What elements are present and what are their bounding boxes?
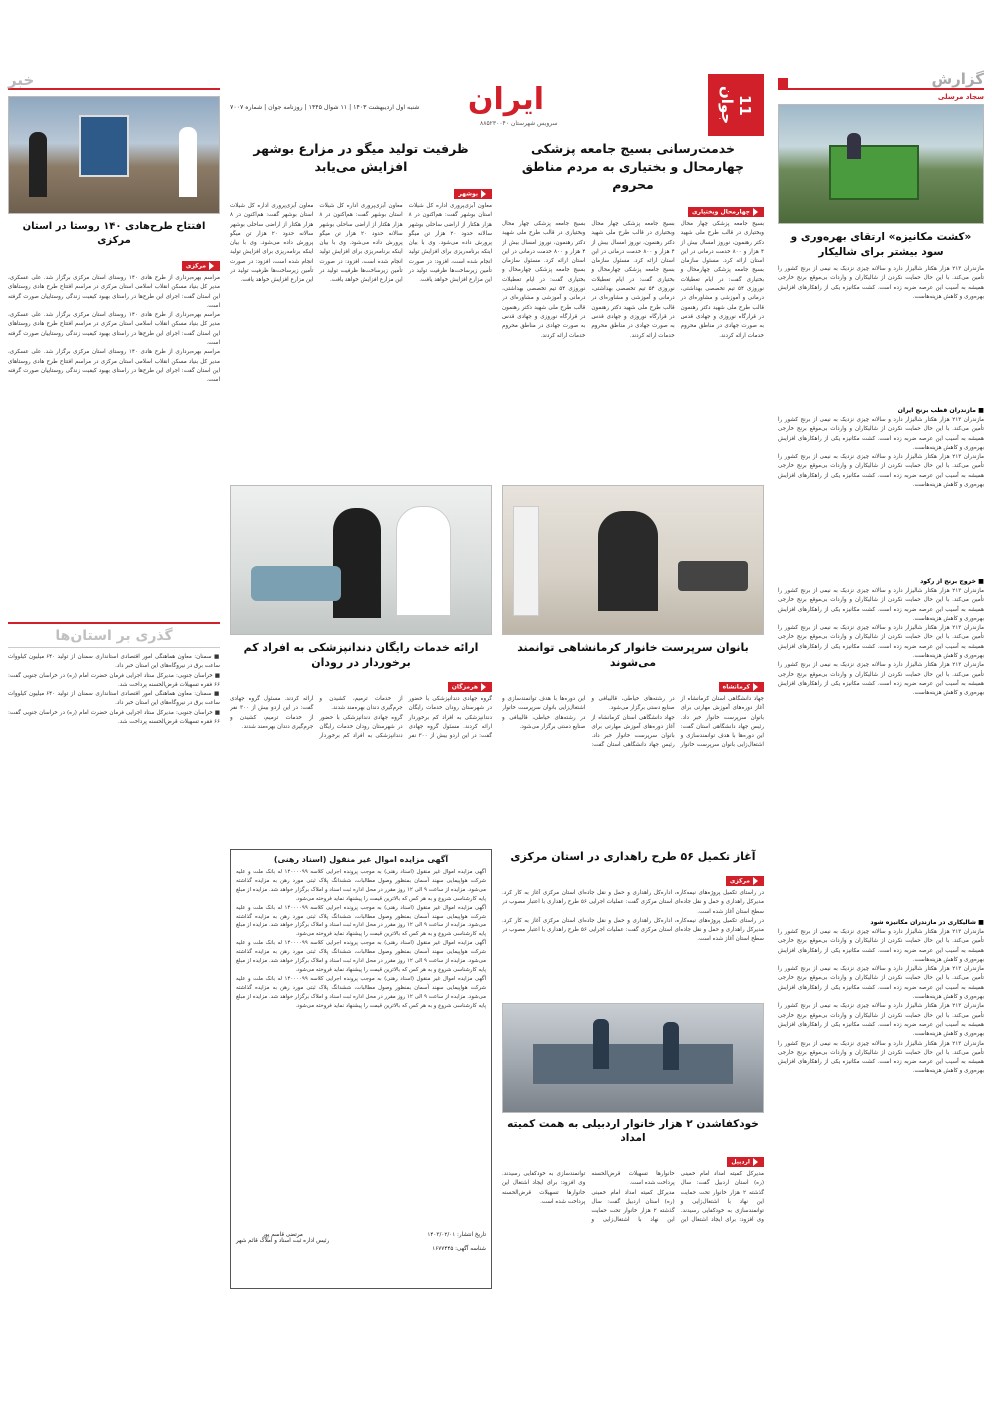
article5-tag <box>726 876 764 886</box>
rice-planter-shape <box>829 145 919 200</box>
khabar-photo <box>8 96 220 214</box>
article2-para: معاون آبزی‌پروری اداره کل شیلات استان بوشهر گفت: هم‌اکنون در ۸ هزار هکتار از اراضی ساحلی بوشهر سالانه حدود ۲۰ هزار تن میگو پرورش داده می‌شود. وی با بیان اینکه برنامه‌ریزی برای افزایش تولید انجام شده است، افزود: در صورت تأمین زیرساخت‌ها ظرفیت تولید در این مزارع افزایش خواهد یافت. <box>230 203 314 284</box>
article4-tag-label: هرمزگان <box>451 683 478 690</box>
report-header <box>778 70 984 90</box>
article2-para: معاون آبزی‌پروری اداره کل شیلات استان بوشهر گفت: هم‌اکنون در ۸ هزار هکتار از اراضی ساحلی بوشهر سالانه حدود ۲۰ هزار تن میگو پرورش داده می‌شود. وی با بیان اینکه برنامه‌ریزی برای افزایش تولید انجام شده است، افزود: در صورت تأمین زیرساخت‌ها ظرفیت تولید در این مزارع افزایش خواهد یافت. <box>408 203 492 284</box>
assistant-figure <box>333 508 381 618</box>
article6-body <box>502 1170 764 1280</box>
article2-para: معاون آبزی‌پروری اداره کل شیلات استان بوشهر گفت: هم‌اکنون در ۸ هزار هکتار از اراضی ساحلی بوشهر سالانه حدود ۲۰ هزار تن میگو پرورش داده می‌شود. وی با بیان اینکه برنامه‌ریزی برای افزایش تولید انجام شده است، افزود: در صورت تأمین زیرساخت‌ها ظرفیت تولید در این مزارع افزایش خواهد یافت. <box>319 203 403 284</box>
workshop-bench-shape <box>533 1044 733 1084</box>
date-line: شنبه اول اردیبهشت ۱۴۰۳ | ۱۱ شوال ۱۴۴۵ | روزنامه جوان | شماره ۷۰۰۷ <box>230 104 420 111</box>
section-name: ایران <box>467 82 544 117</box>
middle-column <box>230 140 764 1289</box>
khabar-header <box>8 70 220 90</box>
report-para: مازندران ۲۱۳ هزار هکتار شالیزار دارد و سالانه چیزی نزدیک به نیمی از برنج کشور را تأمین می‌کند. با این حال حمایت نکردن از شالیکاران و واردات بی‌موقع برنج خارجی همیشه به آسیب این عرصه ضربه زده است. کشت مکانیزه یکی از راهکارهای افزایش بهره‌وری و کاهش هزینه‌هاست. <box>778 1003 984 1038</box>
report-para: مازندران ۲۱۳ هزار هکتار شالیزار دارد و سالانه چیزی نزدیک به نیمی از برنج کشور را تأمین می‌کند. با این حال حمایت نکردن از شالیکاران و واردات بی‌موقع برنج خارجی همیشه به آسیب این عرصه ضربه زده است. کشت مکانیزه یکی از راهکارهای افزایش بهره‌وری و کاهش هزینه‌هاست. <box>778 1040 984 1075</box>
ad-title: آگهی مزایده اموال غیر منقول (اسناد رهنی) <box>273 855 449 864</box>
article2-tag-label: بوشهر <box>458 190 478 197</box>
gozar-body <box>8 653 220 843</box>
gozar-item: ■ سمنان: معاون هماهنگی امور اقتصادی استانداری سمنان از تولید ۶۴۰ میلیون کیلووات ساعت برق در نیروگاه‌های این استان خبر داد. <box>8 654 220 670</box>
tag-arrow-icon <box>753 208 758 216</box>
top-row <box>230 140 764 485</box>
article4-para: گروه جهادی دندانپزشکی با حضور در شهرستان رودان خدمات رایگان دندانپزشکی به افراد کم برخوردار ارائه کردند. مسئول گروه جهادی گفت: در این اردو بیش از ۳۰۰ نفر از خدمات ترمیم، کشیدن و جرم‌گیری دندان بهره‌مند شدند. <box>230 696 403 740</box>
ad-para: آگهی مزایده اموال غیر منقول (اسناد رهنی) به موجب پرونده اجرایی کلاسه ۱۴۰۰۰۰۹۹ له بانک ملت و علیه شرکت هواپیمایی سهند آسمان بمنظور وصول مطالبات، ششدانگ پلاک ثبتی مورد رهن به مزایده گذاشته می‌شود. مزایده از ساعت ۹ الی ۱۲ روز مقرر در محل اداره ثبت اسناد و املاک برگزار خواهد شد. مزایده از مبلغ پایه کارشناسی شروع و به هر کس که بالاترین قیمت را پیشنهاد نماید فروخته می‌شود. <box>236 904 486 938</box>
article4-tag <box>448 682 492 692</box>
masthead <box>230 74 764 136</box>
left-column <box>8 70 220 843</box>
ad-body <box>236 868 486 1228</box>
article1-para: بسیج جامعه پزشکی چهار محال وبختیاری در قالب طرح ملی شهید دکتر رهنمون، نوروز امسال بیش از ۴ هزار و ۸۰۰ خدمت درمانی در این استان ارائه کرد. مسئول سازمان بسیج جامعه پزشکی چهارمحال و بختیاری گفت: در ایام تعطیلات نوروزی ۵۴ تیم تخصصی بهداشتی، درمانی و آموزشی و مشاوره‌ای در قالب طرح ملی شهید دکتر رهنمون در قرارگاه نوروزی و جهادی قدس به صورت جهادی در مناطق محروم خدمات ارائه کردند. <box>680 221 764 339</box>
plaque-shape <box>79 115 129 177</box>
ad-signer-name: مرتضی قاسم پور <box>262 1232 303 1238</box>
ad-para: آگهی مزایده اموال غیر منقول (اسناد رهنی) به موجب پرونده اجرایی کلاسه ۱۴۰۰۰۰۹۹ له بانک ملت و علیه شرکت هواپیمایی سهند آسمان بمنظور وصول مطالبات، ششدانگ پلاک ثبتی مورد رهن به مزایده گذاشته می‌شود. مزایده از ساعت ۹ الی ۱۲ روز مقرر در محل اداره ثبت اسناد و املاک برگزار خواهد شد. مزایده از مبلغ پایه کارشناسی شروع و به هر کس که بالاترین قیمت را پیشنهاد نماید فروخته می‌شود. <box>236 975 486 1009</box>
article2-headline: ظرفیت تولید میگو در مزارع بوشهر افزایش می‌یابد <box>253 141 469 174</box>
report-body-3 <box>778 587 984 917</box>
photo-row <box>230 485 764 843</box>
ad-signature <box>236 1232 329 1244</box>
khabar-para: مراسم بهره‌برداری از طرح هادی ۱۴۰ روستای استان مرکزی برگزار شد. علی عسکری، مدیر کل بنیاد مسکن انقلاب اسلامی استان مرکزی در مراسم افتتاح طرح هادی روستاهای این استان گفت: اجرای این طرح‌ها در راستای بهبود کیفیت زندگی روستاییان صورت گرفته است. <box>8 349 220 384</box>
woman-figure <box>598 511 658 611</box>
article2-body <box>230 202 492 464</box>
tag-arrow-icon <box>481 190 486 198</box>
sewing-machine-shape <box>678 561 748 591</box>
ad-para: آگهی مزایده اموال غیر منقول (اسناد رهنی) به موجب پرونده اجرایی کلاسه ۱۴۰۰۰۰۹۹ له بانک ملت و علیه شرکت هواپیمایی سهند آسمان بمنظور وصول مطالبات، ششدانگ پلاک ثبتی مورد رهن به مزایده گذاشته می‌شود. مزایده از ساعت ۹ الی ۱۲ روز مقرر در محل اداره ثبت اسناد و املاک برگزار خواهد شد. مزایده از مبلغ پایه کارشناسی شروع و به هر کس که بالاترین قیمت را پیشنهاد نماید فروخته می‌شود. <box>236 869 486 902</box>
gozar-title: گذری بر استان‌ها <box>55 627 173 644</box>
article4-headline: ارائه خدمات رایگان دندانپزشکی به افراد کم برخوردار در رودان <box>243 641 479 669</box>
article6-photo <box>502 1003 764 1113</box>
report-para: مازندران ۲۱۳ هزار هکتار شالیزار دارد و سالانه چیزی نزدیک به نیمی از برنج کشور را تأمین می‌کند. با این حال حمایت نکردن از شالیکاران و واردات بی‌موقع برنج خارجی همیشه به آسیب این عرصه ضربه زده است. کشت مکانیزه یکی از راهکارهای افزایش بهره‌وری و کاهش هزینه‌هاست. <box>778 662 984 697</box>
khabar-tag <box>182 261 220 271</box>
article6-tag-label: اردبیل <box>731 1158 750 1165</box>
report-headline: «کشت مکانیزه» ارتقای بهره‌وری و سود بیشتر برای شالیکار <box>790 231 972 258</box>
mannequin-shape <box>513 506 539 616</box>
article1-tag-label: چهارمحال وبختیاری <box>692 208 750 215</box>
article5-headline: آغاز تکمیل ۵۶ طرح راهداری در استان مرکزی <box>510 850 756 863</box>
article1-para: بسیج جامعه پزشکی چهار محال وبختیاری در قالب طرح ملی شهید دکتر رهنمون، نوروز امسال بیش از ۴ هزار و ۸۰۰ خدمت درمانی در این استان ارائه کرد. مسئول سازمان بسیج جامعه پزشکی چهارمحال و بختیاری گفت: در ایام تعطیلات نوروزی ۵۴ تیم تخصصی بهداشتی، درمانی و آموزشی و مشاوره‌ای در قالب طرح ملی شهید دکتر رهنمون در قرارگاه نوروزی و جهادی قدس به صورت جهادی در مناطق محروم خدمات ارائه کردند. <box>591 221 675 339</box>
tag-arrow-icon <box>753 683 758 691</box>
report-para: مازندران ۲۱۳ هزار هکتار شالیزار دارد و سالانه چیزی نزدیک به نیمی از برنج کشور را تأمین می‌کند. با این حال حمایت نکردن از شالیکاران و واردات بی‌موقع برنج خارجی همیشه به آسیب این عرصه ضربه زده است. کشت مکانیزه یکی از راهکارهای افزایش بهره‌وری و کاهش هزینه‌هاست. <box>778 929 984 963</box>
report-sub2: ■ خروج برنج از رکود <box>920 578 984 585</box>
tag-arrow-icon <box>481 683 486 691</box>
report-photo <box>778 104 984 224</box>
ad-signer-title: رئیس اداره ثبت اسناد و املاک قائم شهر <box>236 1238 330 1244</box>
article6-headline: خودکفاشدن ۲ هزار خانوار اردبیلی به همت کمیته امداد <box>507 1118 759 1144</box>
ad-notice-id: شناسه آگهی: ۱۶۷۷۴۴۵ <box>432 1246 486 1252</box>
article3-body <box>502 695 764 835</box>
khabar-label: خبر <box>8 71 35 89</box>
gozar-item: ■ خراسان جنوبی: مدیرکل ستاد اجرایی فرمان حضرت امام (ره) در خراسان جنوبی گفت: ۶۶ فقره تسهیلات قرض‌الحسنه پرداخت شد. <box>8 672 220 688</box>
farmer-figure <box>847 133 861 159</box>
article1-tag <box>688 207 764 217</box>
bottom-right-stack <box>502 849 764 1289</box>
article5-para: در راستای تکمیل پروژه‌های نیمه‌کاره، اداره‌کل راهداری و حمل و نقل جاده‌ای استان مرکزی آغاز به کار کرد. مدیرکل راهداری و حمل و نقل جاده‌ای استان مرکزی گفت: عملیات اجرایی ۵۶ طرح راهداری با اعتبار مصوب در سطح استان آغاز شده است. <box>502 917 764 943</box>
article5-tag-label: مرکزی <box>729 877 750 884</box>
tag-arrow-icon <box>753 877 758 885</box>
tag-arrow-icon <box>209 262 214 270</box>
article2 <box>230 140 492 485</box>
report-para: مازندران ۲۱۳ هزار هکتار شالیزار دارد و سالانه چیزی نزدیک به نیمی از برنج کشور را تأمین می‌کند. با این حال حمایت نکردن از شالیکاران و واردات بی‌موقع برنج خارجی همیشه به آسیب این عرصه ضربه زده است. کشت مکانیزه یکی از راهکارهای افزایش بهره‌وری و کاهش هزینه‌هاست. <box>778 625 984 660</box>
report-label: گزارش <box>931 70 984 88</box>
service-line: سرویس شهرستان ۸۸۵۲۳۰۰۴۰ <box>480 120 558 127</box>
article3-para: جهاد دانشگاهی استان کرمانشاه از آغاز دوره‌های آموزش مهارتی برای بانوان سرپرست خانوار خبر داد. رئیس جهاد دانشگاهی استان گفت: این دوره‌ها با هدف توانمندسازی و اشتغال‌زایی بانوان سرپرست خانوار در رشته‌های خیاطی، قالیبافی و صنایع دستی برگزار می‌شود. <box>591 696 764 749</box>
article1-headline: خدمت‌رسانی بسیج جامعه پزشکی چهارمحال و بختیاری به مردم مناطق محروم <box>521 141 745 192</box>
article5-body <box>502 889 764 999</box>
report-sub1: ■ مازندران قطب برنج ایران <box>897 407 984 414</box>
ad-footer <box>236 1232 486 1244</box>
article4 <box>230 485 492 843</box>
bottom-row <box>230 849 764 1289</box>
article4-body <box>230 695 492 835</box>
report-column <box>778 70 984 1348</box>
logo-number: 11 <box>736 94 754 116</box>
khabar-para: مراسم بهره‌برداری از طرح هادی ۱۴۰ روستای استان مرکزی برگزار شد. علی عسکری، مدیر کل بنیاد مسکن انقلاب اسلامی استان مرکزی در مراسم افتتاح طرح هادی روستاهای این استان گفت: اجرای این طرح‌ها در راستای بهبود کیفیت زندگی روستاییان صورت گرفته است. <box>8 275 220 309</box>
newspaper-logo <box>708 74 764 136</box>
article6-para: مدیرکل کمیته امداد امام خمینی (ره) استان اردبیل گفت: سال گذشته ۲ هزار خانوار تحت حمایت این نهاد با اشتغال‌زایی و توانمندسازی به خودکفایی رسیدند. وی افزود: برای ایجاد اشتغال این خانوارها تسهیلات قرض‌الحسنه پرداخت شده است. <box>502 1171 675 1224</box>
article3-tag-label: کرمانشاه <box>722 683 750 690</box>
ad-box <box>230 849 492 1289</box>
article5-para: در راستای تکمیل پروژه‌های نیمه‌کاره، اداره‌کل راهداری و حمل و نقل جاده‌ای استان مرکزی آغاز به کار کرد. مدیرکل راهداری و حمل و نقل جاده‌ای استان مرکزی گفت: عملیات اجرایی ۵۶ طرح راهداری با اعتبار مصوب در سطح استان آغاز شده است. <box>502 890 764 915</box>
article1 <box>502 140 764 485</box>
report-para: مازندران ۲۱۳ هزار هکتار شالیزار دارد و سالانه چیزی نزدیک به نیمی از برنج کشور را تأمین می‌کند. با این حال حمایت نکردن از شالیکاران و واردات بی‌موقع برنج خارجی همیشه به آسیب این عرصه ضربه زده است. کشت مکانیزه یکی از راهکارهای افزایش بهره‌وری و کاهش هزینه‌هاست. <box>778 588 984 622</box>
article3 <box>502 485 764 843</box>
article3-headline: بانوان سرپرست خانوار کرمانشاهی توانمند می‌شوند <box>517 641 749 669</box>
gozar-header <box>8 622 220 648</box>
worker-figure <box>663 1022 679 1070</box>
khabar-body <box>8 274 220 614</box>
report-para: مازندران ۲۱۳ هزار هکتار شالیزار دارد و سالانه چیزی نزدیک به نیمی از برنج کشور را تأمین می‌کند. با این حال حمایت نکردن از شالیکاران و واردات بی‌موقع برنج خارجی همیشه به آسیب این عرصه ضربه زده است. کشت مکانیزه یکی از راهکارهای افزایش بهره‌وری و کاهش هزینه‌هاست. <box>778 417 984 451</box>
report-body-2 <box>778 416 984 576</box>
gozar-item: ■ سمنان: معاون هماهنگی امور اقتصادی استانداری سمنان از تولید ۶۴۰ میلیون کیلووات ساعت برق در نیروگاه‌های این استان خبر داد. <box>8 691 220 707</box>
article4-para: گروه جهادی دندانپزشکی با حضور در شهرستان رودان خدمات رایگان دندانپزشکی به افراد کم برخوردار ارائه کردند. مسئول گروه جهادی گفت: در این اردو بیش از ۳۰۰ نفر از خدمات ترمیم، کشیدن و جرم‌گیری دندان بهره‌مند شدند. <box>319 696 492 740</box>
report-para: مازندران ۲۱۳ هزار هکتار شالیزار دارد و سالانه چیزی نزدیک به نیمی از برنج کشور را تأمین می‌کند. با این حال حمایت نکردن از شالیکاران و واردات بی‌موقع برنج خارجی همیشه به آسیب این عرصه ضربه زده است. کشت مکانیزه یکی از راهکارهای افزایش بهره‌وری و کاهش هزینه‌هاست. <box>778 454 984 489</box>
gozar-item: ■ خراسان جنوبی: مدیرکل ستاد اجرایی فرمان حضرت امام (ره) در خراسان جنوبی گفت: ۶۶ فقره تسهیلات قرض‌الحسنه پرداخت شد. <box>8 709 220 726</box>
worker-figure <box>593 1019 609 1069</box>
article4-photo <box>230 485 492 635</box>
article3-tag <box>719 682 764 692</box>
dental-chair-shape <box>251 566 341 601</box>
report-author: سجاد مرسلی <box>937 93 984 101</box>
logo-text: جوان <box>718 85 736 125</box>
khabar-headline: افتتاح طرح‌هادی ۱۴۰ روستا در استان مرکزی <box>22 221 206 246</box>
dentist-figure <box>396 506 451 616</box>
report-marker-icon <box>778 78 788 88</box>
article1-para: بسیج جامعه پزشکی چهار محال وبختیاری در قالب طرح ملی شهید دکتر رهنمون، نوروز امسال بیش از ۴ هزار و ۸۰۰ خدمت درمانی در این استان ارائه کرد. مسئول سازمان بسیج جامعه پزشکی چهارمحال و بختیاری گفت: در ایام تعطیلات نوروزی ۵۴ تیم تخصصی بهداشتی، درمانی و آموزشی و مشاوره‌ای در قالب طرح ملی شهید دکتر رهنمون در قرارگاه نوروزی و جهادی قدس به صورت جهادی در مناطق محروم خدمات ارائه کردند. <box>502 221 586 339</box>
article6-tag <box>727 1157 764 1167</box>
article3-photo <box>502 485 764 635</box>
article2-tag <box>454 189 492 199</box>
person-figure <box>179 127 197 197</box>
article1-body <box>502 220 764 482</box>
ad-para: آگهی مزایده اموال غیر منقول (اسناد رهنی) به موجب پرونده اجرایی کلاسه ۱۴۰۰۰۰۹۹ له بانک ملت و علیه شرکت هواپیمایی سهند آسمان بمنظور وصول مطالبات، ششدانگ پلاک ثبتی مورد رهن به مزایده گذاشته می‌شود. مزایده از ساعت ۹ الی ۱۲ روز مقرر در محل اداره ثبت اسناد و املاک برگزار خواهد شد. مزایده از مبلغ پایه کارشناسی شروع و به هر کس که بالاترین قیمت را پیشنهاد نماید فروخته می‌شود. <box>236 940 486 973</box>
article6-para: مدیرکل کمیته امداد امام خمینی (ره) استان اردبیل گفت: سال گذشته ۲ هزار خانوار تحت حمایت این نهاد با اشتغال‌زایی و توانمندسازی به خودکفایی رسیدند. وی افزود: برای ایجاد اشتغال این خانوارها تسهیلات قرض‌الحسنه پرداخت شده است. <box>591 1171 764 1224</box>
report-body: مازندران ۲۱۳ هزار هکتار شالیزار دارد و سالانه چیزی نزدیک به نیمی از برنج کشور را تأمین می‌کند. با این حال حمایت نکردن از شالیکاران و واردات بی‌موقع برنج خارجی همیشه به آسیب این عرصه ضربه زده است. کشت مکانیزه یکی از راهکارهای افزایش بهره‌وری و کاهش هزینه‌هاست. <box>778 266 984 300</box>
person-figure <box>29 132 47 197</box>
report-sub3: ■ شالیکاری در مازندران مکانیزه شود <box>870 919 984 926</box>
ad-date: تاریخ انتشار: ۱۴۰۳/۰۲/۰۱ <box>427 1232 486 1238</box>
khabar-tag-label: مرکزی <box>185 262 206 269</box>
report-para: مازندران ۲۱۳ هزار هکتار شالیزار دارد و سالانه چیزی نزدیک به نیمی از برنج کشور را تأمین می‌کند. با این حال حمایت نکردن از شالیکاران و واردات بی‌موقع برنج خارجی همیشه به آسیب این عرصه ضربه زده است. کشت مکانیزه یکی از راهکارهای افزایش بهره‌وری و کاهش هزینه‌هاست. <box>778 966 984 1001</box>
article3-para: جهاد دانشگاهی استان کرمانشاه از آغاز دوره‌های آموزش مهارتی برای بانوان سرپرست خانوار خبر داد. رئیس جهاد دانشگاهی استان گفت: این دوره‌ها با هدف توانمندسازی و اشتغال‌زایی بانوان سرپرست خانوار در رشته‌های خیاطی، قالیبافی و صنایع دستی برگزار می‌شود. <box>502 696 675 749</box>
tag-arrow-icon <box>753 1158 758 1166</box>
khabar-para: مراسم بهره‌برداری از طرح هادی ۱۴۰ روستای استان مرکزی برگزار شد. علی عسکری، مدیر کل بنیاد مسکن انقلاب اسلامی استان مرکزی در مراسم افتتاح طرح هادی روستاهای این استان گفت: اجرای این طرح‌ها در راستای بهبود کیفیت زندگی روستاییان صورت گرفته است. <box>8 312 220 347</box>
report-body-4 <box>778 928 984 1348</box>
